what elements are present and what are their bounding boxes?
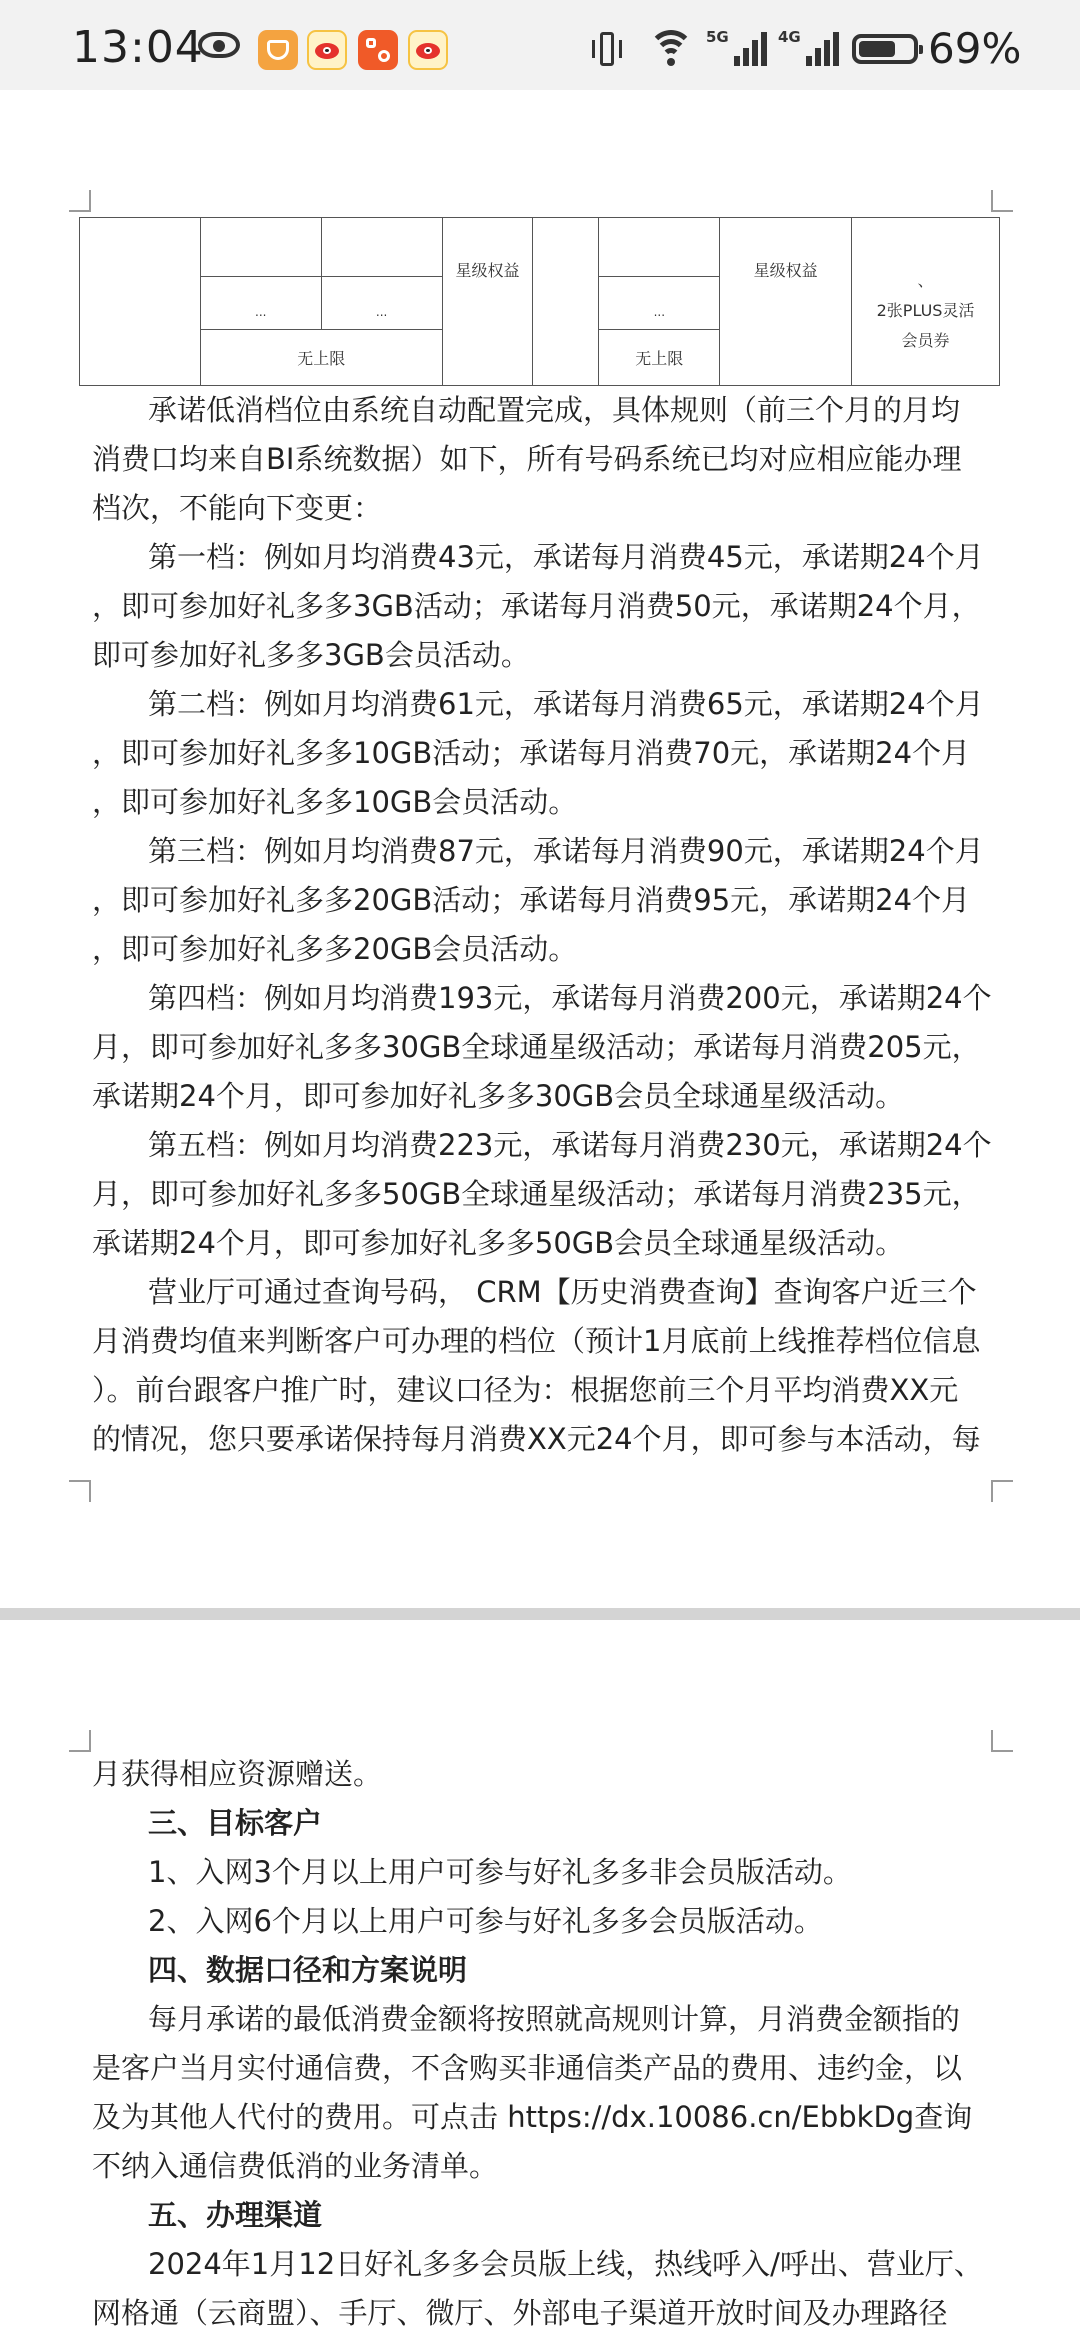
section-heading: 五、办理渠道	[148, 2198, 323, 2232]
body-line: 第二档：例如月均消费61元，承诺每月消费65元，承诺期24个月	[148, 687, 984, 721]
body-line: 不纳入通信费低消的业务清单。	[92, 2149, 499, 2183]
body-line: 消费口均来自BI系统数据）如下，所有号码系统已均对应相应能办理	[92, 442, 962, 476]
page2-body	[92, 1750, 992, 2338]
page-separator	[0, 1608, 1080, 1620]
table-cell	[442, 218, 533, 386]
body-line: ，即可参加好礼多多10GB会员活动。	[92, 785, 578, 819]
body-line: ，即可参加好礼多多10GB活动；承诺每月消费70元，承诺期24个月	[92, 736, 971, 770]
body-line: 月消费均值来判断客户可办理的档位（预计1月底前上线推荐档位信息	[92, 1324, 981, 1358]
ellipsis-text: ...	[255, 305, 267, 319]
signal-icon	[778, 26, 842, 70]
page-corner-mark	[991, 190, 1013, 212]
body-line: 每月承诺的最低消费金额将按照就高规则计算，月消费金额指的	[148, 2002, 961, 2036]
body-line: 第三档：例如月均消费87元，承诺每月消费90元，承诺期24个月	[148, 834, 984, 868]
body-line: ，即可参加好礼多多20GB会员活动。	[92, 932, 578, 966]
unlimited-label: 无上限	[635, 349, 684, 368]
app-icon	[258, 30, 298, 70]
body-line: ）。前台跟客户推广时，建议口径为：根据您前三个月平均消费XX元	[92, 1373, 959, 1407]
table-cell	[200, 330, 442, 386]
body-line: 网格通（云商盟）、手厅、微厅、外部电子渠道开放时间及办理路径	[92, 2296, 948, 2330]
table-cell	[599, 218, 720, 277]
battery-fill	[859, 41, 895, 57]
body-line: 2、入网6个月以上用户可参与好礼多多会员版活动。	[148, 1904, 823, 1938]
page-corner-mark	[69, 190, 91, 212]
body-line: 承诺期24个月，即可参加好礼多多30GB会员全球通星级活动。	[92, 1079, 905, 1113]
body-line: 月，即可参加好礼多多30GB全球通星级活动；承诺每月消费205元，	[92, 1030, 981, 1064]
table-cell	[80, 218, 201, 386]
vibrate-icon	[592, 32, 622, 66]
status-time: 13:04	[72, 22, 204, 73]
body-line: 即可参加好礼多多3GB会员活动。	[92, 638, 530, 672]
body-line: 第一档：例如月均消费43元，承诺每月消费45元，承诺期24个月	[148, 540, 984, 574]
ellipsis-text: ...	[653, 305, 666, 319]
body-line: 档次，不能向下变更：	[92, 491, 383, 525]
body-line: 承诺低消档位由系统自动配置完成，具体规则（前三个月的月均	[148, 393, 961, 427]
star-benefit-label: 星级权益	[753, 261, 818, 280]
table-cell	[720, 218, 852, 386]
table-cell	[321, 218, 442, 277]
section-heading: 四、数据口径和方案说明	[148, 1953, 468, 1987]
table-cell	[321, 277, 442, 330]
body-line: 的情况，您只要承诺保持每月消费XX元24个月，即可参与本活动，每	[92, 1422, 981, 1456]
signal-icon	[706, 26, 770, 70]
body-line: 承诺期24个月，即可参加好礼多多50GB会员全球通星级活动。	[92, 1226, 905, 1260]
plus-coupon-line2: 会员券	[901, 331, 950, 350]
wifi-icon	[648, 30, 694, 66]
body-line: 月获得相应资源赠送。	[92, 1757, 383, 1791]
table-cell	[200, 277, 321, 330]
body-line: 2024年1月12日好礼多多会员版上线，热线呼入/呼出、营业厅、	[148, 2247, 983, 2281]
page1-body	[92, 386, 992, 1464]
body-line: 是客户当月实付通信费，不含购买非通信类产品的费用、违约金，以	[92, 2051, 963, 2085]
body-line: 月，即可参加好礼多多50GB全球通星级活动；承诺每月消费235元，	[92, 1177, 981, 1211]
eye-icon	[198, 32, 240, 58]
plus-separator: 、	[917, 271, 934, 290]
table-cell	[599, 330, 720, 386]
ellipsis-text: ...	[375, 305, 388, 319]
table-cell	[533, 218, 599, 386]
weibo-icon	[408, 30, 448, 70]
body-line: ，即可参加好礼多多20GB活动；承诺每月消费95元，承诺期24个月	[92, 883, 971, 917]
table-cell	[852, 218, 1000, 386]
weibo-icon	[307, 30, 347, 70]
benefit-table	[79, 217, 1000, 386]
app-icon	[358, 30, 398, 70]
page-corner-mark	[991, 1730, 1013, 1752]
body-line: 营业厅可通过查询号码， CRM【历史消费查询】查询客户近三个	[148, 1275, 977, 1309]
page-corner-mark	[69, 1730, 91, 1752]
network-4g-label: 4G	[778, 28, 801, 46]
body-line: 第四档：例如月均消费193元，承诺每月消费200元，承诺期24个	[148, 981, 992, 1015]
section-heading: 三、目标客户	[148, 1806, 323, 1840]
battery-icon	[852, 34, 918, 64]
page-corner-mark	[69, 1480, 91, 1502]
table-cell	[599, 277, 720, 330]
status-bar	[0, 0, 1080, 90]
star-benefit-label: 星级权益	[455, 261, 520, 280]
network-5g-label: 5G	[706, 28, 729, 46]
body-line: ，即可参加好礼多多3GB活动；承诺每月消费50元，承诺期24个月，	[92, 589, 981, 623]
table-cell	[200, 218, 321, 277]
body-line: 第五档：例如月均消费223元，承诺每月消费230元，承诺期24个	[148, 1128, 992, 1162]
page-corner-mark	[991, 1480, 1013, 1502]
body-line: 1、入网3个月以上用户可参与好礼多多非会员版活动。	[148, 1855, 852, 1889]
unlimited-label: 无上限	[297, 349, 346, 368]
body-line: 及为其他人代付的费用。可点击 https://dx.10086.cn/EbbkDg查询	[92, 2100, 973, 2134]
battery-percent: 69%	[928, 24, 1022, 73]
plus-coupon-line1: 2张PLUS灵活	[876, 301, 975, 320]
